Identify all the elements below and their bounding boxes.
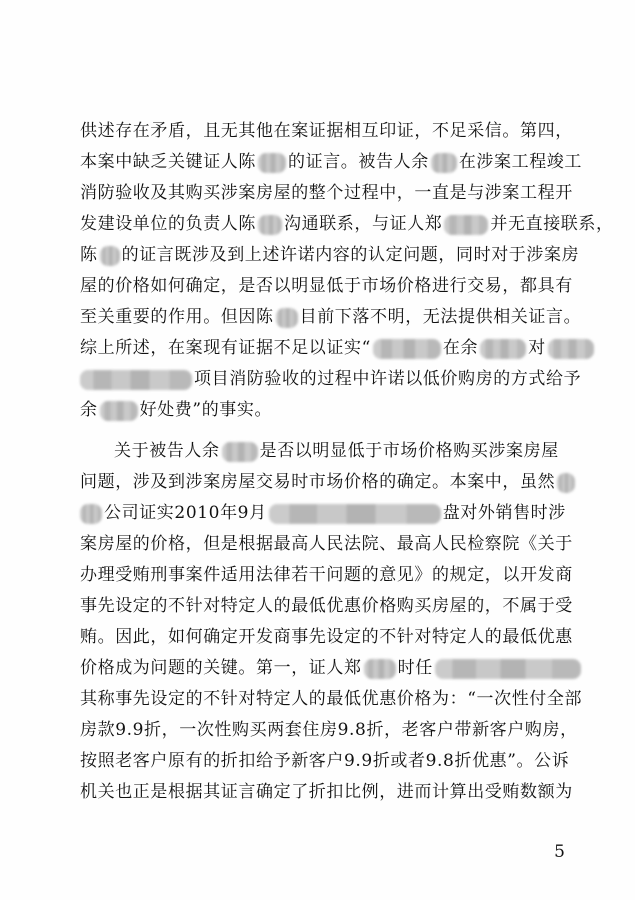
- text-segment: 余: [80, 400, 98, 420]
- text-line: [80, 622, 573, 653]
- redaction-blur: [276, 308, 298, 328]
- text-segment: 案房屋的价格，但是根据最高人民法院、最高人民检察院《关于: [80, 534, 573, 554]
- text-segment: 价格成为问题的关键。第一，证人郑: [80, 658, 362, 678]
- redaction-blur: [258, 215, 282, 235]
- redaction-blur: [431, 153, 457, 173]
- text-line: [80, 240, 580, 271]
- text-segment: 事先设定的不针对特定人的最低优惠价格购买房屋的，不属于受: [80, 596, 573, 616]
- text-segment: 时任: [397, 658, 433, 678]
- redaction-blur: [444, 215, 488, 235]
- text-line: [80, 436, 560, 467]
- text-segment: 屋的价格如何确定，是否以明显低于市场价格进行交易，都具有: [80, 276, 573, 296]
- redaction-blur: [100, 246, 120, 266]
- text-line: [80, 178, 573, 209]
- text-line: [80, 684, 583, 715]
- text-segment: 消防验收及其购买涉案房屋的整个过程中，一直是与涉案工程开: [80, 183, 573, 203]
- text-line: [80, 116, 573, 147]
- redaction-blur: [100, 401, 138, 421]
- text-segment: 目前下落不明，无法提供相关证言。: [299, 307, 582, 327]
- body-text: [80, 116, 614, 808]
- text-line: [80, 560, 573, 591]
- text-segment: 贿。因此，如何确定开发商事先设定的不针对特定人的最低优惠: [80, 627, 573, 647]
- text-line: [80, 715, 578, 746]
- text-line: [80, 467, 560, 498]
- text-segment: 房款9.9折，一次性购买两套住房9.8折，老客户带新客户购房，: [80, 720, 578, 740]
- text-segment: 好处费”的事实。: [139, 400, 273, 420]
- text-segment: 在余: [442, 338, 479, 358]
- text-line: [80, 302, 582, 333]
- text-segment: 关于被告人余: [114, 441, 220, 461]
- redaction-blur: [80, 370, 192, 390]
- text-line: [80, 395, 560, 426]
- redaction-blur: [269, 504, 441, 524]
- redaction-blur: [480, 339, 526, 359]
- redaction-blur: [80, 504, 102, 524]
- text-line: [80, 271, 573, 302]
- redaction-blur: [373, 339, 441, 359]
- text-segment: 并无直接联系，: [490, 214, 614, 234]
- text-line: [80, 147, 583, 178]
- redaction-blur: [258, 153, 286, 173]
- text-line: [80, 653, 560, 684]
- text-segment: 项目消防验收的过程中许诺以低价购房的方式给予: [194, 369, 582, 389]
- text-line: [80, 591, 573, 622]
- text-segment: 是否以明显低于市场价格购买涉案房屋: [259, 441, 559, 461]
- text-segment: 沟通联系，与证人郑: [284, 214, 443, 234]
- text-segment: 发建设单位的负责人陈: [80, 214, 256, 234]
- redaction-blur: [364, 659, 396, 679]
- text-segment: 陈: [80, 245, 98, 265]
- text-segment: 至关重要的作用。但因陈: [80, 307, 274, 327]
- text-line: [80, 529, 573, 560]
- redaction-blur: [548, 339, 594, 359]
- text-line: [80, 777, 573, 808]
- text-line: [80, 364, 582, 395]
- text-segment: 机关也正是根据其证言确定了折扣比例，进而计算出受贿数额为: [80, 782, 573, 802]
- redaction-blur: [435, 659, 581, 679]
- text-segment: 对: [528, 338, 546, 358]
- text-line: [80, 746, 570, 777]
- redaction-blur: [557, 473, 575, 493]
- text-segment: 其称事先设定的不针对特定人的最低优惠价格为：“一次性付全部: [80, 689, 583, 709]
- text-segment: 的证言。被告人余: [288, 152, 429, 172]
- text-line: [80, 209, 614, 240]
- text-segment: 公司证实2010年9月: [104, 503, 267, 523]
- text-segment: 按照老客户原有的折扣给予新客户9.9折或者9.8折优惠”。公诉: [80, 751, 570, 771]
- text-segment: 盘对外销售时涉: [442, 503, 566, 523]
- text-segment: 在涉案工程竣工: [458, 152, 583, 172]
- redaction-blur: [222, 442, 258, 462]
- page-number: 5: [554, 842, 565, 862]
- text-line: [80, 333, 560, 364]
- text-segment: 本案中缺乏关键证人陈: [80, 152, 256, 172]
- text-segment: 综上所述，在案现有证据不足以证实“: [80, 338, 371, 358]
- text-line: [80, 498, 566, 529]
- text-segment: 供述存在矛盾，且无其他在案证据相互印证，不足采信。第四，: [80, 121, 573, 141]
- text-segment: 办理受贿刑事案件适用法律若干问题的意见》的规定，以开发商: [80, 565, 573, 585]
- text-segment: 问题，涉及到涉案房屋交易时市场价格的确定。本案中，虽然: [80, 472, 556, 492]
- text-segment: 的证言既涉及到上述许诺内容的认定问题，同时对于涉案房: [121, 245, 580, 265]
